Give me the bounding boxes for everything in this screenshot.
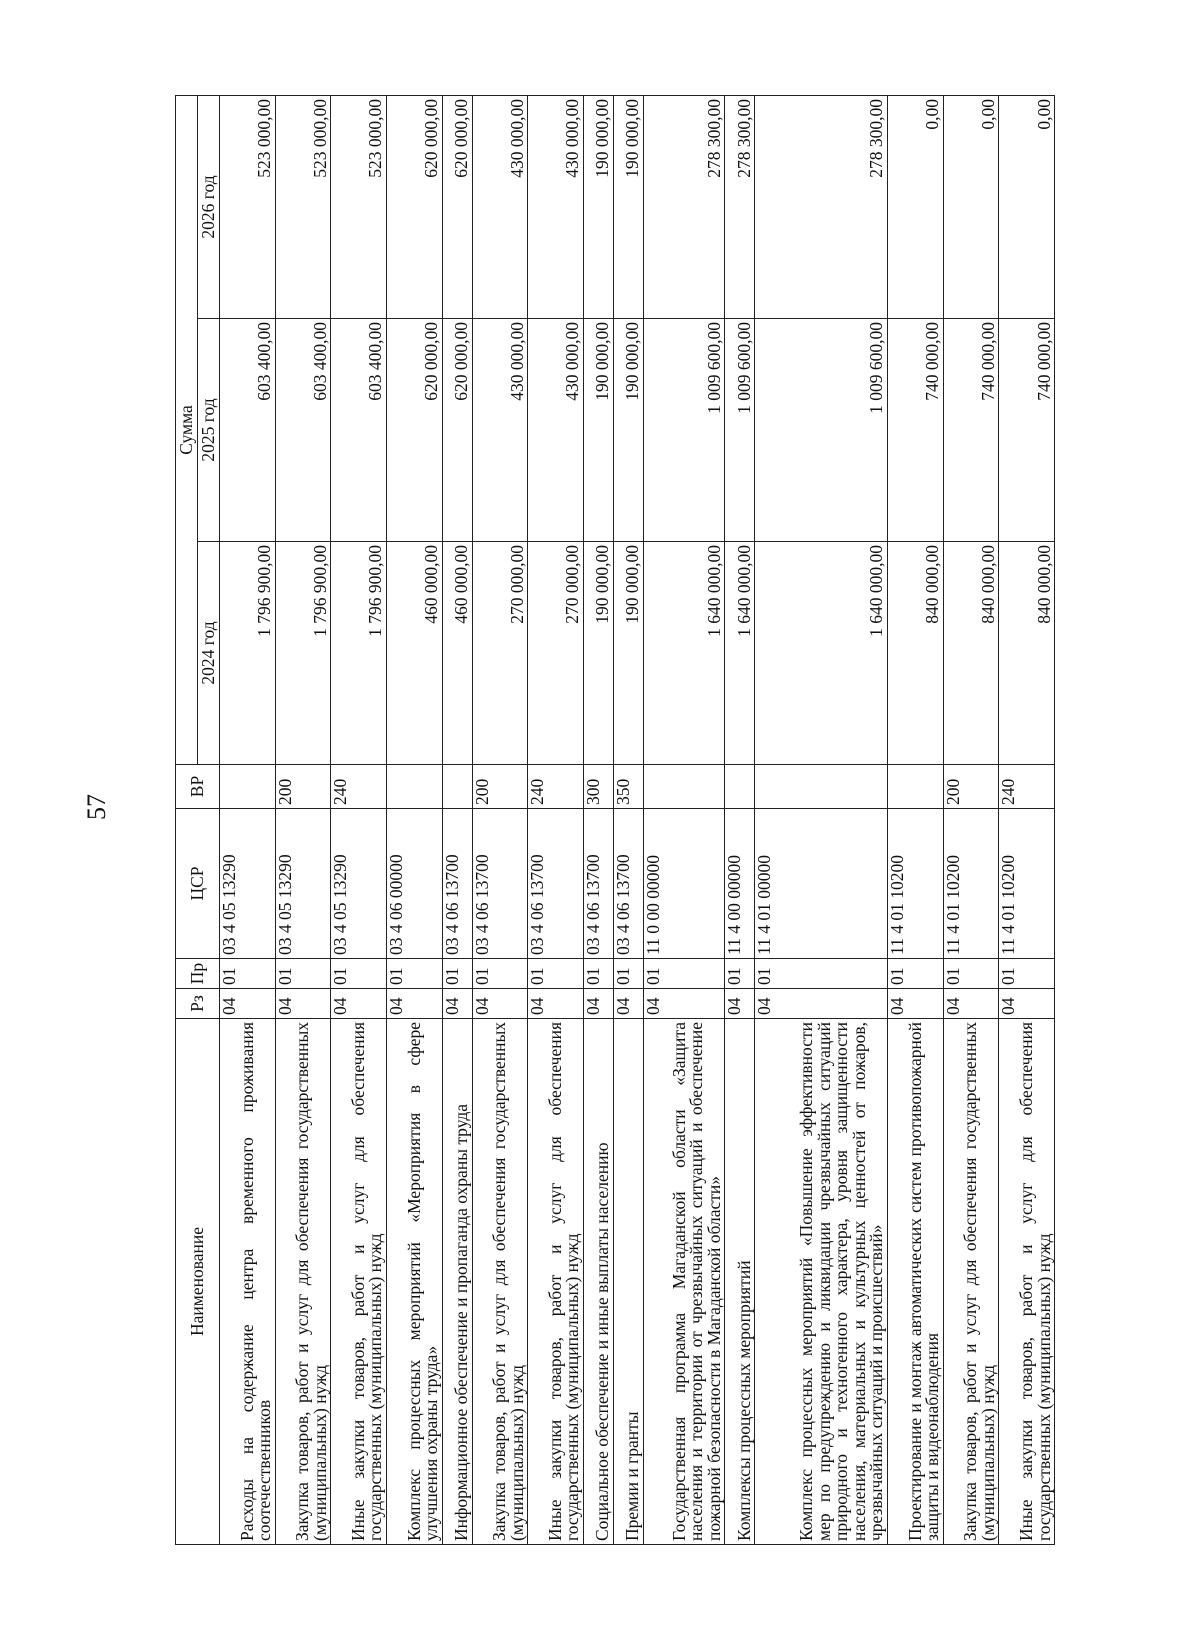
cell-y2026: 430 000,00	[528, 95, 584, 318]
cell-name: Информационное обеспечение и пропаганда охраны труда	[442, 1019, 472, 1545]
cell-name: Проектирование и монтаж автоматических систем противопожарной защиты и видеонаблюдения	[887, 1019, 943, 1545]
cell-y2024: 1 796 900,00	[275, 542, 331, 765]
cell-pr: 01	[943, 959, 999, 989]
cell-vr: 240	[331, 765, 387, 809]
cell-y2026: 523 000,00	[331, 95, 387, 318]
cell-y2026: 620 000,00	[442, 95, 472, 318]
cell-rz: 04	[386, 989, 442, 1019]
cell-y2025: 430 000,00	[472, 319, 528, 542]
cell-rz: 04	[472, 989, 528, 1019]
cell-vr	[755, 765, 888, 809]
cell-y2024: 460 000,00	[386, 542, 442, 765]
cell-csr: 11 4 01 10200	[943, 809, 999, 959]
cell-vr: 300	[583, 765, 613, 809]
cell-rz: 04	[528, 989, 584, 1019]
table-row	[442, 95, 472, 1544]
cell-pr: 01	[275, 959, 331, 989]
cell-y2025: 1 009 600,00	[643, 319, 724, 542]
table-row	[275, 95, 331, 1544]
cell-rz: 04	[999, 989, 1055, 1019]
cell-rz: 04	[887, 989, 943, 1019]
cell-pr: 01	[999, 959, 1055, 989]
cell-name: Комплекс процессных мероприятий «Повышение эффективности мер по предупреждению и ликвидации чрезвычайных ситуаций природного и техногенного характера, уровня защищенности населения, материальных и культурных ценностей от пожаров, чрезвычайных ситуаций и происшествий»	[755, 1019, 888, 1545]
cell-rz: 04	[643, 989, 724, 1019]
cell-rz: 04	[613, 989, 643, 1019]
cell-y2026: 430 000,00	[472, 95, 528, 318]
cell-name: Расходы на содержание центра временного проживания соотечественников	[220, 1019, 276, 1545]
cell-y2024: 190 000,00	[613, 542, 643, 765]
cell-y2024: 270 000,00	[472, 542, 528, 765]
cell-name: Иные закупки товаров, работ и услуг для обеспечения государственных (муниципальных) нужд	[331, 1019, 387, 1545]
cell-y2025: 740 000,00	[887, 319, 943, 542]
cell-rz: 04	[755, 989, 888, 1019]
cell-name: Комплексы процессных мероприятий	[725, 1019, 755, 1545]
cell-y2026: 278 300,00	[755, 95, 888, 318]
cell-y2025: 603 400,00	[331, 319, 387, 542]
cell-csr: 11 4 01 10200	[999, 809, 1055, 959]
cell-csr: 03 4 06 00000	[386, 809, 442, 959]
cell-pr: 01	[887, 959, 943, 989]
cell-rz: 04	[220, 989, 276, 1019]
cell-pr: 01	[528, 959, 584, 989]
cell-csr: 03 4 05 13290	[220, 809, 276, 959]
cell-vr: 350	[613, 765, 643, 809]
cell-name: Закупка товаров, работ и услуг для обеспечения государственных (муниципальных) нужд	[275, 1019, 331, 1545]
cell-rz: 04	[331, 989, 387, 1019]
cell-vr	[386, 765, 442, 809]
table-row	[643, 95, 724, 1544]
cell-name: Социальное обеспечение и иные выплаты населению	[583, 1019, 613, 1545]
cell-pr: 01	[386, 959, 442, 989]
cell-vr: 200	[943, 765, 999, 809]
cell-y2025: 190 000,00	[613, 319, 643, 542]
cell-y2026: 0,00	[943, 95, 999, 318]
table-body	[220, 95, 1055, 1544]
cell-y2025: 430 000,00	[528, 319, 584, 542]
cell-y2026: 0,00	[999, 95, 1055, 318]
cell-rz: 04	[725, 989, 755, 1019]
table-row	[331, 95, 387, 1544]
table-row	[528, 95, 584, 1544]
cell-y2026: 620 000,00	[386, 95, 442, 318]
cell-y2025: 620 000,00	[442, 319, 472, 542]
cell-pr: 01	[472, 959, 528, 989]
cell-csr: 11 0 00 00000	[643, 809, 724, 959]
cell-csr: 03 4 06 13700	[583, 809, 613, 959]
cell-y2024: 1 796 900,00	[331, 542, 387, 765]
cell-pr: 01	[583, 959, 613, 989]
cell-pr: 01	[755, 959, 888, 989]
cell-y2026: 278 300,00	[643, 95, 724, 318]
table-row	[725, 95, 755, 1544]
cell-name: Закупка товаров, работ и услуг для обеспечения государственных (муниципальных) нужд	[943, 1019, 999, 1545]
cell-y2025: 1 009 600,00	[725, 319, 755, 542]
header-2026: 2026 год	[198, 95, 220, 318]
cell-y2026: 0,00	[887, 95, 943, 318]
table-row	[999, 95, 1055, 1544]
cell-csr: 11 4 01 10200	[887, 809, 943, 959]
cell-y2024: 270 000,00	[528, 542, 584, 765]
header-sum: Сумма	[176, 95, 198, 764]
cell-y2025: 1 009 600,00	[755, 319, 888, 542]
cell-rz: 04	[275, 989, 331, 1019]
table-row	[943, 95, 999, 1544]
cell-name: Иные закупки товаров, работ и услуг для обеспечения государственных (муниципальных) нужд	[528, 1019, 584, 1545]
header-name: Наименование	[176, 1019, 220, 1545]
cell-csr: 03 4 06 13700	[613, 809, 643, 959]
cell-vr	[442, 765, 472, 809]
header-csr: ЦСР	[176, 809, 220, 959]
cell-vr	[220, 765, 276, 809]
cell-y2024: 1 640 000,00	[725, 542, 755, 765]
cell-y2025: 603 400,00	[275, 319, 331, 542]
cell-csr: 03 4 06 13700	[442, 809, 472, 959]
cell-y2026: 278 300,00	[725, 95, 755, 318]
cell-pr: 01	[220, 959, 276, 989]
cell-y2026: 523 000,00	[275, 95, 331, 318]
cell-pr: 01	[725, 959, 755, 989]
budget-table	[175, 95, 1055, 1545]
cell-name: Государственная программа Магаданской области «Защита населения и территории от чрезвычайных ситуаций и обеспечение пожарной безопасности в Магаданской области»	[643, 1019, 724, 1545]
table-row	[472, 95, 528, 1544]
cell-vr	[725, 765, 755, 809]
table-row	[887, 95, 943, 1544]
cell-pr: 01	[613, 959, 643, 989]
cell-name: Премии и гранты	[613, 1019, 643, 1545]
cell-y2024: 1 796 900,00	[220, 542, 276, 765]
cell-csr: 03 4 06 13700	[528, 809, 584, 959]
cell-vr: 200	[472, 765, 528, 809]
cell-y2026: 523 000,00	[220, 95, 276, 318]
cell-name: Иные закупки товаров, работ и услуг для обеспечения государственных (муниципальных) нужд	[999, 1019, 1055, 1545]
cell-pr: 01	[643, 959, 724, 989]
rotated-table-container	[175, 95, 1055, 1545]
cell-name: Закупка товаров, работ и услуг для обеспечения государственных (муниципальных) нужд	[472, 1019, 528, 1545]
cell-pr: 01	[442, 959, 472, 989]
cell-rz: 04	[583, 989, 613, 1019]
cell-y2024: 840 000,00	[943, 542, 999, 765]
cell-y2024: 840 000,00	[999, 542, 1055, 765]
cell-csr: 11 4 01 00000	[755, 809, 888, 959]
cell-csr: 03 4 05 13290	[331, 809, 387, 959]
cell-y2026: 190 000,00	[583, 95, 613, 318]
cell-y2025: 603 400,00	[220, 319, 276, 542]
table-row	[220, 95, 276, 1544]
header-2024: 2024 год	[198, 542, 220, 765]
cell-csr: 03 4 06 13700	[472, 809, 528, 959]
cell-y2025: 620 000,00	[386, 319, 442, 542]
cell-y2025: 190 000,00	[583, 319, 613, 542]
cell-csr: 11 4 00 00000	[725, 809, 755, 959]
header-pr: Пр	[176, 959, 220, 989]
table-row	[583, 95, 613, 1544]
cell-y2024: 460 000,00	[442, 542, 472, 765]
cell-pr: 01	[331, 959, 387, 989]
table-row	[755, 95, 888, 1544]
cell-y2024: 1 640 000,00	[643, 542, 724, 765]
cell-vr	[887, 765, 943, 809]
cell-csr: 03 4 05 13290	[275, 809, 331, 959]
cell-y2025: 740 000,00	[943, 319, 999, 542]
cell-vr	[643, 765, 724, 809]
cell-y2024: 190 000,00	[583, 542, 613, 765]
cell-y2024: 1 640 000,00	[755, 542, 888, 765]
cell-y2024: 840 000,00	[887, 542, 943, 765]
cell-vr: 240	[999, 765, 1055, 809]
cell-vr: 200	[275, 765, 331, 809]
page-number: 57	[82, 794, 111, 820]
table-row	[386, 95, 442, 1544]
cell-rz: 04	[442, 989, 472, 1019]
table-row	[613, 95, 643, 1544]
cell-vr: 240	[528, 765, 584, 809]
cell-rz: 04	[943, 989, 999, 1019]
cell-y2025: 740 000,00	[999, 319, 1055, 542]
cell-y2026: 190 000,00	[613, 95, 643, 318]
header-rz: Рз	[176, 989, 220, 1019]
cell-name: Комплекс процессных мероприятий «Мероприятия в сфере улучшения охраны труда»	[386, 1019, 442, 1545]
header-2025: 2025 год	[198, 319, 220, 542]
header-vr: ВР	[176, 765, 220, 809]
